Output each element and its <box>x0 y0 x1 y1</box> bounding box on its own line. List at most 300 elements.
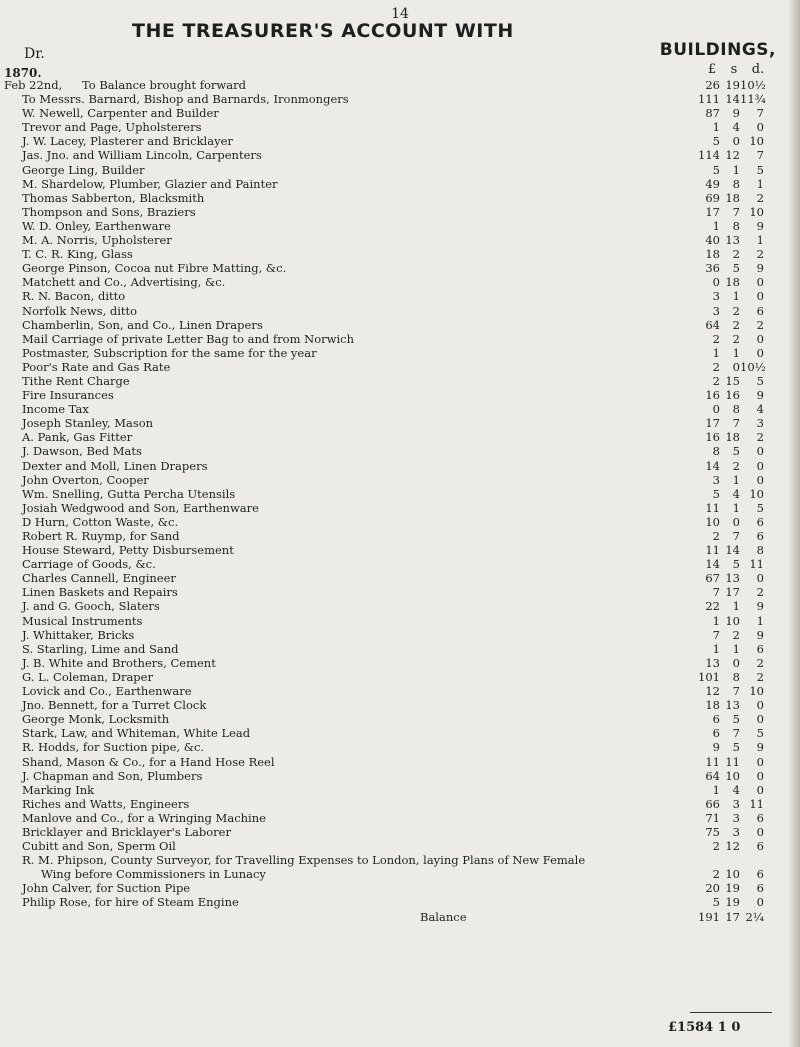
amount-pence: 6 <box>756 303 764 318</box>
amount-pounds: 11 <box>705 543 720 558</box>
entry-description: John Overton, Cooper <box>22 472 149 487</box>
ledger-row <box>0 275 800 289</box>
ledger-row <box>0 712 800 726</box>
amount-pence: 4 <box>756 402 764 417</box>
entry-description: A. Pank, Gas Fitter <box>22 430 133 445</box>
amount-shillings: 14 <box>725 92 740 107</box>
amount-shillings: 7 <box>732 726 740 741</box>
amount-shillings: 10 <box>725 768 740 783</box>
amount-pounds: 67 <box>705 571 720 586</box>
entry-description: Norfolk News, ditto <box>22 303 138 318</box>
amount-pence: 1 <box>756 613 764 628</box>
amount-pence: 2 <box>756 585 764 600</box>
amount-shillings: 5 <box>732 444 740 459</box>
entry-description: Thompson and Sons, Braziers <box>22 204 196 219</box>
ledger-row <box>0 304 800 318</box>
amount-pence: 0 <box>756 472 764 487</box>
ledger-row <box>0 783 800 797</box>
ledger-row <box>0 120 800 134</box>
amount-shillings: 14 <box>725 543 740 558</box>
ledger-row <box>0 318 800 332</box>
amount-pounds: 191 <box>698 909 720 924</box>
ledger-row <box>0 684 800 698</box>
amount-shillings: 1 <box>732 162 740 177</box>
entry-description: Jno. Bennett, for a Turret Clock <box>22 698 207 713</box>
ledger-row <box>0 444 800 458</box>
entry-description: Robert R. Ruymp, for Sand <box>22 529 180 543</box>
ledger-row <box>0 487 800 501</box>
entry-description: Mail Carriage of private Letter Bag to and from Norwich <box>22 331 354 346</box>
amount-pence: 5 <box>756 373 764 388</box>
amount-shillings: 13 <box>725 571 740 586</box>
entry-description: Josiah Wedgwood and Son, Earthenware <box>22 500 259 515</box>
amount-shillings: 12 <box>725 148 740 163</box>
amount-pounds: 6 <box>712 712 720 727</box>
year-label: 1870. <box>4 66 42 80</box>
ledger-row <box>0 148 800 162</box>
amount-pence: 9 <box>756 599 764 614</box>
amount-shillings: 19 <box>725 78 740 92</box>
entry-description: Wing before Commissioners in Lunacy <box>41 867 266 882</box>
amount-pounds: 1 <box>712 120 720 135</box>
amount-pounds: 36 <box>705 261 720 276</box>
amount-pounds: 101 <box>698 669 720 684</box>
ledger-row <box>0 656 800 670</box>
amount-pence: 6 <box>756 839 764 854</box>
entry-description: G. L. Coleman, Draper <box>22 669 153 684</box>
ledger-row <box>0 261 800 275</box>
amount-shillings: 12 <box>725 839 740 854</box>
amount-pence: 7 <box>756 106 764 121</box>
amount-shillings: 8 <box>732 176 740 191</box>
entry-description: George Monk, Locksmith <box>22 712 170 727</box>
entry-description: J. Dawson, Bed Mats <box>22 444 142 459</box>
amount-shillings: 4 <box>732 486 740 501</box>
ledger-row <box>0 163 800 177</box>
amount-pence: 0 <box>756 275 764 290</box>
amount-pence: 9 <box>756 218 764 233</box>
amount-shillings: 2 <box>732 331 740 346</box>
ledger-row <box>0 233 800 247</box>
entry-description: M. Shardelow, Plumber, Glazier and Painter <box>22 176 278 191</box>
amount-pounds: 7 <box>712 585 720 600</box>
ledger-row <box>0 78 800 92</box>
amount-pounds: 66 <box>705 796 720 811</box>
amount-pounds: 7 <box>712 627 720 642</box>
ledger-row <box>0 811 800 825</box>
ledger-row <box>0 895 800 909</box>
amount-pence: 11 <box>749 796 764 811</box>
amount-pounds: 2 <box>712 529 720 543</box>
amount-shillings: 8 <box>732 218 740 233</box>
amount-shillings: 1 <box>732 472 740 487</box>
entry-description: Tithe Rent Charge <box>22 373 130 388</box>
debit-label: Dr. <box>24 46 45 62</box>
ledger-row <box>0 585 800 599</box>
amount-pounds: 64 <box>705 317 720 332</box>
ledger-row <box>0 825 800 839</box>
amount-pence: 1 <box>756 233 764 248</box>
ledger-row <box>0 459 800 473</box>
amount-pounds: 2 <box>712 839 720 854</box>
amount-pence: 5 <box>756 500 764 515</box>
amount-pence: 10 <box>749 684 764 699</box>
amount-pence: 10 <box>749 486 764 501</box>
amount-pence: 0 <box>756 698 764 713</box>
amount-pounds: 0 <box>712 275 720 290</box>
amount-pence: 6 <box>756 881 764 896</box>
entry-description: D Hurn, Cotton Waste, &c. <box>22 514 179 529</box>
ledger-row <box>0 219 800 233</box>
amount-pence: 10½ <box>740 78 766 92</box>
amount-pence: 2 <box>756 655 764 670</box>
amount-pence: 0 <box>756 458 764 473</box>
shillings-heading: s <box>730 62 738 77</box>
entry-description: Poor's Rate and Gas Rate <box>22 359 171 374</box>
amount-pounds: 14 <box>705 458 720 473</box>
ledger-row <box>0 191 800 205</box>
ledger-row <box>0 740 800 754</box>
ledger-row <box>0 177 800 191</box>
amount-pounds: 75 <box>705 824 720 839</box>
entry-description: J. W. Lacey, Plasterer and Bricklayer <box>22 134 233 149</box>
entry-description: Bricklayer and Bricklayer's Laborer <box>22 824 231 839</box>
amount-shillings: 1 <box>732 599 740 614</box>
entry-description: Musical Instruments <box>22 613 143 628</box>
amount-shillings: 17 <box>725 585 740 600</box>
amount-shillings: 2 <box>732 303 740 318</box>
amount-pounds: 3 <box>712 303 720 318</box>
ledger-row <box>0 92 800 106</box>
entry-description: Joseph Stanley, Mason <box>22 416 154 431</box>
amount-pounds: 69 <box>705 190 720 205</box>
amount-pence: 2 <box>756 669 764 684</box>
amount-pounds: 2 <box>712 373 720 388</box>
entry-description: J. B. White and Brothers, Cement <box>22 655 216 670</box>
amount-pounds: 10 <box>705 514 720 529</box>
ledger-row <box>0 106 800 120</box>
entry-description: Thomas Sabberton, Blacksmith <box>22 190 205 205</box>
entry-description: Postmaster, Subscription for the same for the year <box>22 345 317 360</box>
amount-shillings: 2 <box>732 247 740 262</box>
amount-pence: 1 <box>756 176 764 191</box>
entry-description: Matchett and Co., Advertising, &c. <box>22 275 226 290</box>
amount-shillings: 0 <box>732 134 740 149</box>
entry-description: S. Starling, Lime and Sand <box>22 641 179 656</box>
entry-description: House Steward, Petty Disbursement <box>22 543 234 558</box>
ledger-row <box>0 388 800 402</box>
entry-description: George Pinson, Cocoa nut Fibre Matting, &c. <box>22 261 287 276</box>
amount-pence: 6 <box>756 867 764 882</box>
amount-pence: 6 <box>756 514 764 529</box>
amount-pounds: 11 <box>705 500 720 515</box>
grand-total: £1584 1 0 <box>668 1020 741 1035</box>
ledger-row <box>0 374 800 388</box>
ledger-row <box>0 910 800 924</box>
amount-pounds: 1 <box>712 782 720 797</box>
ledger-row <box>0 543 800 557</box>
amount-pence: 8 <box>756 543 764 558</box>
entry-description: Manlove and Co., for a Wringing Machine <box>22 810 266 825</box>
amount-pence: 5 <box>756 162 764 177</box>
amount-pence: 6 <box>756 810 764 825</box>
amount-pounds: 5 <box>712 134 720 149</box>
amount-shillings: 2 <box>732 317 740 332</box>
entry-description: Cubitt and Son, Sperm Oil <box>22 839 176 854</box>
amount-pence: 9 <box>756 627 764 642</box>
amount-shillings: 7 <box>732 529 740 543</box>
amount-pounds: 26 <box>705 78 720 92</box>
amount-shillings: 4 <box>732 782 740 797</box>
amount-shillings: 10 <box>725 867 740 882</box>
amount-shillings: 18 <box>725 430 740 445</box>
entry-description: To Messrs. Barnard, Bishop and Barnards, Ironmongers <box>22 92 349 107</box>
amount-pounds: 87 <box>705 106 720 121</box>
amount-shillings: 18 <box>725 275 740 290</box>
amount-pence: 6 <box>756 529 764 543</box>
amount-shillings: 3 <box>732 810 740 825</box>
ledger-entries <box>0 78 800 924</box>
entry-description: Linen Baskets and Repairs <box>22 585 178 600</box>
entry-description: R. Hodds, for Suction pipe, &c. <box>22 740 205 755</box>
ledger-row <box>0 698 800 712</box>
ledger-row <box>0 416 800 430</box>
entry-description: Income Tax <box>22 402 89 417</box>
entry-description: John Calver, for Suction Pipe <box>22 881 191 896</box>
ledger-row <box>0 642 800 656</box>
entry-description: Fire Insurances <box>22 388 114 403</box>
amount-pounds: 17 <box>705 204 720 219</box>
entry-description: Balance <box>420 909 467 924</box>
entry-date: Feb 22nd, <box>4 78 63 92</box>
entry-description: George Ling, Builder <box>22 162 145 177</box>
amount-pounds: 0 <box>712 402 720 417</box>
amount-pence: 0 <box>756 345 764 360</box>
ledger-row <box>0 628 800 642</box>
amount-pounds: 5 <box>712 486 720 501</box>
amount-pence: 10 <box>749 134 764 149</box>
amount-shillings: 0 <box>732 359 740 374</box>
amount-pence: 9 <box>756 261 764 276</box>
amount-pounds: 71 <box>705 810 720 825</box>
ledger-row <box>0 557 800 571</box>
amount-pounds: 11 <box>705 754 720 769</box>
amount-pence: 11¾ <box>740 92 766 107</box>
ledger-row <box>0 501 800 515</box>
amount-pence: 9 <box>756 740 764 755</box>
entry-description: J. Whittaker, Bricks <box>22 627 135 642</box>
entry-description: Marking Ink <box>22 782 95 797</box>
ledger-row <box>0 332 800 346</box>
amount-shillings: 2 <box>732 458 740 473</box>
page-edge-shadow <box>788 0 800 1047</box>
entry-description: Dexter and Moll, Linen Drapers <box>22 458 208 473</box>
amount-pounds: 64 <box>705 768 720 783</box>
amount-shillings: 13 <box>725 233 740 248</box>
entry-description: Lovick and Co., Earthenware <box>22 684 192 699</box>
ledger-row <box>0 726 800 740</box>
amount-shillings: 0 <box>732 514 740 529</box>
amount-pence: 5 <box>756 726 764 741</box>
amount-pounds: 16 <box>705 388 720 403</box>
entry-description: Wm. Snelling, Gutta Percha Utensils <box>22 486 236 501</box>
amount-pounds: 1 <box>712 218 720 233</box>
amount-pounds: 1 <box>712 641 720 656</box>
amount-pounds: 5 <box>712 895 720 910</box>
amount-pounds: 8 <box>712 444 720 459</box>
amount-shillings: 15 <box>725 373 740 388</box>
amount-shillings: 17 <box>725 909 740 924</box>
ledger-row <box>0 797 800 811</box>
total-rule <box>690 1012 772 1013</box>
amount-pence: 6 <box>756 641 764 656</box>
amount-pounds: 16 <box>705 430 720 445</box>
entry-description: Carriage of Goods, &c. <box>22 557 156 572</box>
amount-shillings: 19 <box>725 881 740 896</box>
amount-pence: 0 <box>756 824 764 839</box>
ledger-row <box>0 529 800 543</box>
ledger-row <box>0 515 800 529</box>
page-title-continued: BUILDINGS, <box>659 40 776 60</box>
amount-shillings: 8 <box>732 402 740 417</box>
amount-pence: 11 <box>749 557 764 572</box>
amount-shillings: 7 <box>732 684 740 699</box>
amount-shillings: 10 <box>725 613 740 628</box>
entry-description: Trevor and Page, Upholsterers <box>22 120 202 135</box>
amount-pence: 2 <box>756 430 764 445</box>
amount-pounds: 40 <box>705 233 720 248</box>
entry-description: R. N. Bacon, ditto <box>22 289 126 304</box>
amount-shillings: 5 <box>732 740 740 755</box>
amount-shillings: 8 <box>732 669 740 684</box>
ledger-row <box>0 614 800 628</box>
amount-shillings: 5 <box>732 712 740 727</box>
amount-shillings: 1 <box>732 500 740 515</box>
amount-pence: 3 <box>756 416 764 431</box>
amount-pounds: 17 <box>705 416 720 431</box>
ledger-row <box>0 769 800 783</box>
amount-pounds: 114 <box>698 148 720 163</box>
amount-pounds: 2 <box>712 359 720 374</box>
ledger-row <box>0 360 800 374</box>
amount-pounds: 13 <box>705 655 720 670</box>
amount-shillings: 19 <box>725 895 740 910</box>
amount-pounds: 22 <box>705 599 720 614</box>
amount-pounds: 2 <box>712 331 720 346</box>
page-number: 14 <box>391 6 409 22</box>
amount-pounds: 2 <box>712 867 720 882</box>
ledger-row <box>0 670 800 684</box>
amount-pounds: 12 <box>705 684 720 699</box>
amount-pence: 2 <box>756 247 764 262</box>
amount-pence: 0 <box>756 571 764 586</box>
amount-shillings: 13 <box>725 698 740 713</box>
amount-pence: 2 <box>756 317 764 332</box>
entry-description: Jas. Jno. and William Lincoln, Carpenters <box>22 148 262 163</box>
entry-description: W. Newell, Carpenter and Builder <box>22 106 219 121</box>
ledger-row <box>0 402 800 416</box>
amount-pounds: 1 <box>712 613 720 628</box>
amount-pence: 0 <box>756 289 764 304</box>
ledger-row <box>0 134 800 148</box>
amount-pounds: 3 <box>712 472 720 487</box>
amount-pounds: 18 <box>705 698 720 713</box>
amount-pence: 0 <box>756 768 764 783</box>
entry-description: J. Chapman and Son, Plumbers <box>22 768 203 783</box>
entry-description: R. M. Phipson, County Surveyor, for Travelling Expenses to London, laying Plans of New Female <box>22 853 586 868</box>
amount-pence: 7 <box>756 148 764 163</box>
entry-description: W. D. Onley, Earthenware <box>22 218 171 233</box>
amount-pounds: 1 <box>712 345 720 360</box>
amount-shillings: 3 <box>732 796 740 811</box>
page-title: THE TREASURER'S ACCOUNT WITH <box>132 20 514 42</box>
amount-shillings: 5 <box>732 261 740 276</box>
amount-pounds: 5 <box>712 162 720 177</box>
amount-pence: 0 <box>756 120 764 135</box>
amount-shillings: 4 <box>732 120 740 135</box>
entry-description: Shand, Mason & Co., for a Hand Hose Reel <box>22 754 275 769</box>
amount-pence: 10 <box>749 204 764 219</box>
amount-shillings: 7 <box>732 204 740 219</box>
ledger-row <box>0 755 800 769</box>
amount-shillings: 0 <box>732 655 740 670</box>
ledger-row <box>0 430 800 444</box>
amount-shillings: 9 <box>732 106 740 121</box>
ledger-row <box>0 247 800 261</box>
ledger-row <box>0 346 800 360</box>
pounds-heading: £ <box>707 62 717 77</box>
amount-pounds: 49 <box>705 176 720 191</box>
amount-shillings: 1 <box>732 289 740 304</box>
entry-description: J. and G. Gooch, Slaters <box>22 599 160 614</box>
entry-description: Philip Rose, for hire of Steam Engine <box>22 895 239 910</box>
amount-pence: 0 <box>756 782 764 797</box>
amount-pounds: 9 <box>712 740 720 755</box>
ledger-row <box>0 205 800 219</box>
amount-pence: 0 <box>756 444 764 459</box>
amount-pence: 9 <box>756 388 764 403</box>
amount-shillings: 11 <box>725 754 740 769</box>
amount-pounds: 3 <box>712 289 720 304</box>
amount-pounds: 20 <box>705 881 720 896</box>
entry-description: M. A. Norris, Upholsterer <box>22 233 172 248</box>
amount-pence: 2 <box>756 190 764 205</box>
amount-shillings: 2 <box>732 627 740 642</box>
amount-shillings: 1 <box>732 641 740 656</box>
amount-shillings: 5 <box>732 557 740 572</box>
entry-description: Stark, Law, and Whiteman, White Lead <box>22 726 251 741</box>
ledger-row <box>0 839 800 853</box>
amount-pence: 2¼ <box>745 909 764 924</box>
amount-pence: 0 <box>756 754 764 769</box>
amount-shillings: 1 <box>732 345 740 360</box>
amount-pounds: 14 <box>705 557 720 572</box>
pence-heading: d. <box>751 62 765 77</box>
ledger-row <box>0 599 800 613</box>
amount-shillings: 16 <box>725 388 740 403</box>
ledger-row <box>0 473 800 487</box>
entry-description: To Balance brought forward <box>82 78 246 92</box>
amount-pence: 10½ <box>740 359 766 374</box>
amount-pounds: 18 <box>705 247 720 262</box>
amount-pence: 0 <box>756 895 764 910</box>
amount-pounds: 6 <box>712 726 720 741</box>
ledger-row <box>0 867 800 881</box>
ledger-row <box>0 289 800 303</box>
entry-description: Riches and Watts, Engineers <box>22 796 190 811</box>
entry-description: Chamberlin, Son, and Co., Linen Drapers <box>22 317 263 332</box>
ledger-row <box>0 853 800 867</box>
